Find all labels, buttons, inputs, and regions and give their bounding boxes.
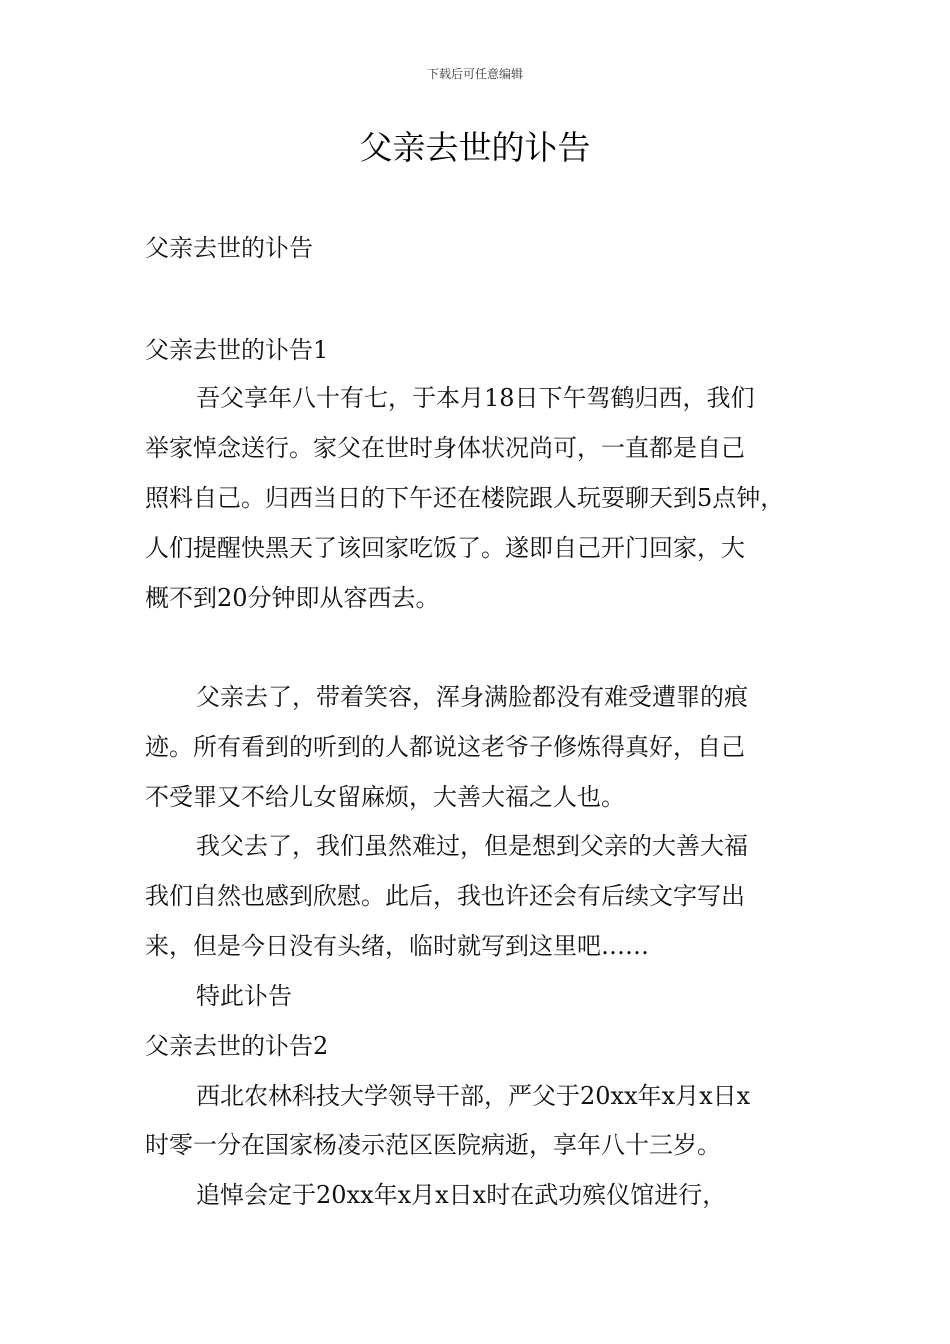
section1-heading: 父亲去世的讣告1 [145, 336, 329, 364]
section2-heading: 父亲去世的讣告2 [145, 1032, 329, 1060]
section1-paragraph1-line: 照料自己。归西当日的下午还在楼院跟人玩耍聊天到5点钟， [145, 484, 785, 512]
section1-paragraph2-line: 父亲去了，带着笑容，浑身满脸都没有难受遭罪的痕 [196, 683, 748, 711]
section1-paragraph1-line: 概不到20分钟即从容西去。 [145, 584, 440, 612]
section1-paragraph1-line: 吾父享年八十有七，于本月18日下午驾鹤归西，我们 [196, 384, 755, 412]
section2-paragraph1-line: 西北农林科技大学领导干部，严父于20xx年x月x日x [196, 1082, 751, 1110]
section1-paragraph3-line: 我父去了，我们虽然难过，但是想到父亲的大善大福 [196, 832, 748, 860]
header-note: 下载后可任意编辑 [426, 67, 523, 81]
document-subtitle: 父亲去世的讣告 [145, 234, 313, 262]
section1-paragraph1-line: 举家悼念送行。家父在世时身体状况尚可，一直都是自己 [145, 434, 745, 462]
section1-closing: 特此讣告 [196, 982, 292, 1010]
section2-paragraph1-line: 时零一分在国家杨凌示范区医院病逝，享年八十三岁。 [145, 1131, 721, 1159]
section1-paragraph1-line: 人们提醒快黑天了该回家吃饭了。遂即自己开门回家，大 [145, 534, 745, 562]
section1-paragraph3-line: 来，但是今日没有头绪，临时就写到这里吧…… [145, 932, 649, 960]
document-title: 父亲去世的讣告 [359, 128, 591, 167]
section2-paragraph2-line: 追悼会定于20xx年x月x日x时在武功殡仪馆进行， [196, 1181, 727, 1209]
section1-paragraph2-line: 不受罪又不给儿女留麻烦，大善大福之人也。 [145, 783, 625, 811]
section1-paragraph3-line: 我们自然也感到欣慰。此后，我也许还会有后续文字写出 [145, 882, 745, 910]
section1-paragraph2-line: 迹。所有看到的听到的人都说这老爷子修炼得真好，自己 [145, 733, 745, 761]
